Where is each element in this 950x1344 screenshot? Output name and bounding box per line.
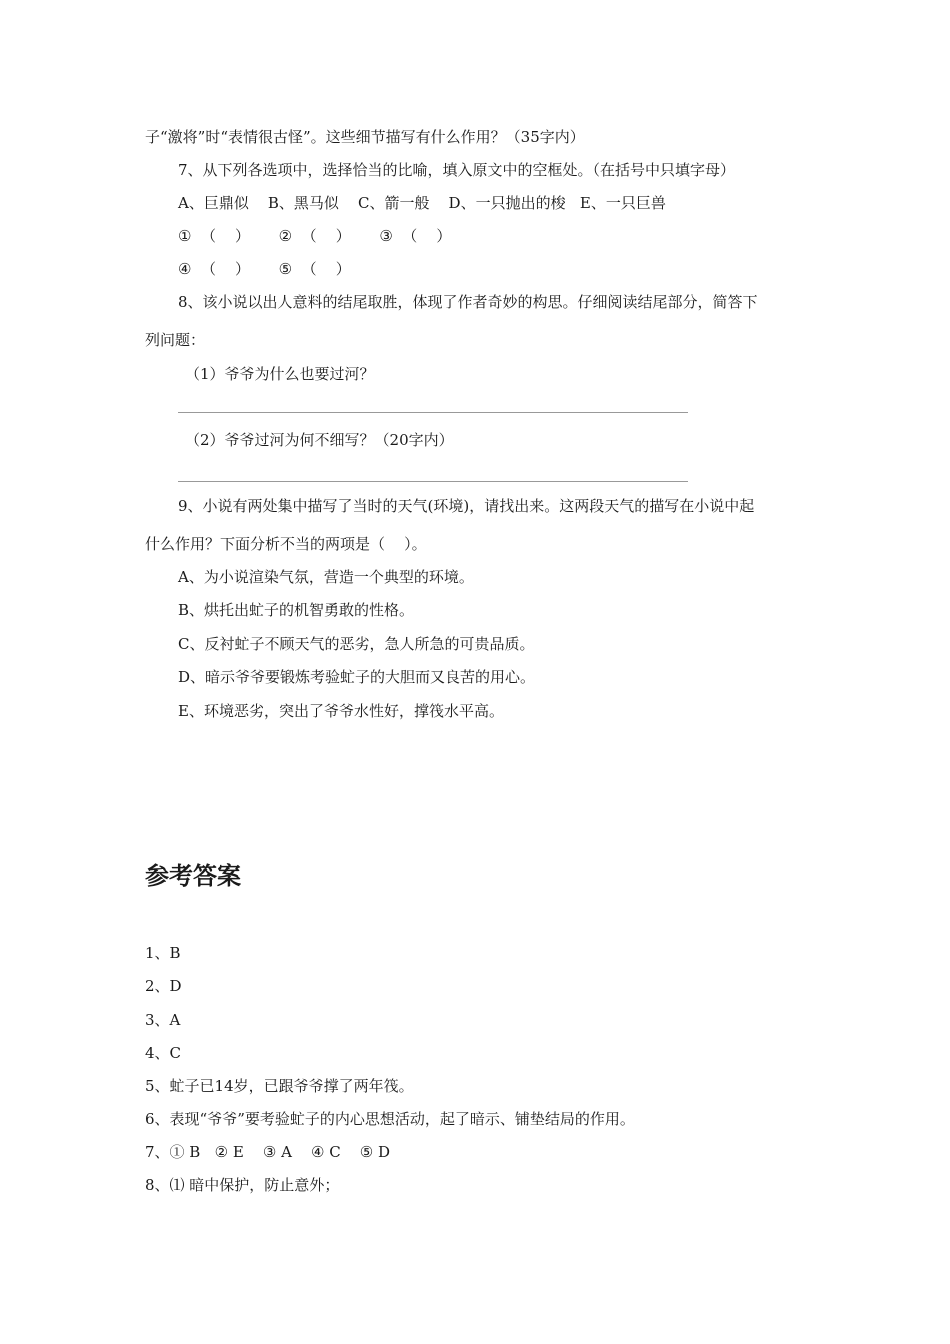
q9-option-a: A、为小说渲染气氛，营造一个典型的环境。 (178, 568, 474, 586)
answer-4: 4、C (145, 1044, 182, 1062)
q8-sub-question-1: （1）爷爷为什么也要过河？ (185, 365, 375, 383)
answer-7: 7、① B ② E ③ A ④ C ⑤ D (145, 1143, 391, 1161)
q7-blanks-row-1: ① （ ） ② （ ） ③ （ ） (178, 227, 452, 245)
answer-5: 5、虻子已14岁，已跟爷爷撑了两年筏。 (145, 1077, 414, 1095)
q7-stem: 7、从下列各选项中，选择恰当的比喻，填入原文中的空框处。（在括号中只填字母） (178, 161, 736, 179)
answer-6: 6、表现“爷爷”要考验虻子的内心思想活动，起了暗示、铺垫结局的作用。 (145, 1110, 635, 1128)
q8-sub-question-2: （2）爷爷过河为何不细写？（20字内） (185, 431, 454, 449)
answer-1: 1、B (145, 944, 181, 962)
q6-tail-text: 子“激将”时“表情很古怪”。这些细节描写有什么作用？（35字内） (145, 128, 585, 146)
answer-3: 3、A (145, 1011, 181, 1029)
answer-8: 8、⑴ 暗中保护，防止意外； (145, 1176, 340, 1194)
answer-2: 2、D (145, 977, 182, 995)
q9-option-b: B、烘托出虻子的机智勇敢的性格。 (178, 601, 415, 619)
q9-option-e: E、环境恶劣，突出了爷爷水性好，撑筏水平高。 (178, 702, 504, 720)
q7-blanks-row-2: ④ （ ） ⑤ （ ） (178, 260, 351, 278)
q9-stem-line-2: 什么作用？下面分析不当的两项是（ ）。 (145, 535, 427, 553)
answer-line-2 (178, 481, 688, 482)
q9-option-d: D、暗示爷爷要锻炼考验虻子的大胆而又良苦的用心。 (178, 668, 536, 686)
q8-stem-line-1: 8、该小说以出人意料的结尾取胜，体现了作者奇妙的构思。仔细阅读结尾部分，简答下 (178, 293, 758, 311)
answer-line-1 (178, 412, 688, 413)
q9-stem-line-1: 9、小说有两处集中描写了当时的天气(环境)，请找出来。这两段天气的描写在小说中起 (178, 497, 755, 515)
q7-options: A、巨鼎似 B、黑马似 C、箭一般 D、一只抛出的梭 E、一只巨兽 (178, 194, 666, 212)
q8-stem-line-2: 列问题： (145, 331, 206, 349)
q9-option-c: C、反衬虻子不顾天气的恶劣，急人所急的可贵品质。 (178, 635, 535, 653)
answer-heading: 参考答案 (145, 862, 241, 890)
